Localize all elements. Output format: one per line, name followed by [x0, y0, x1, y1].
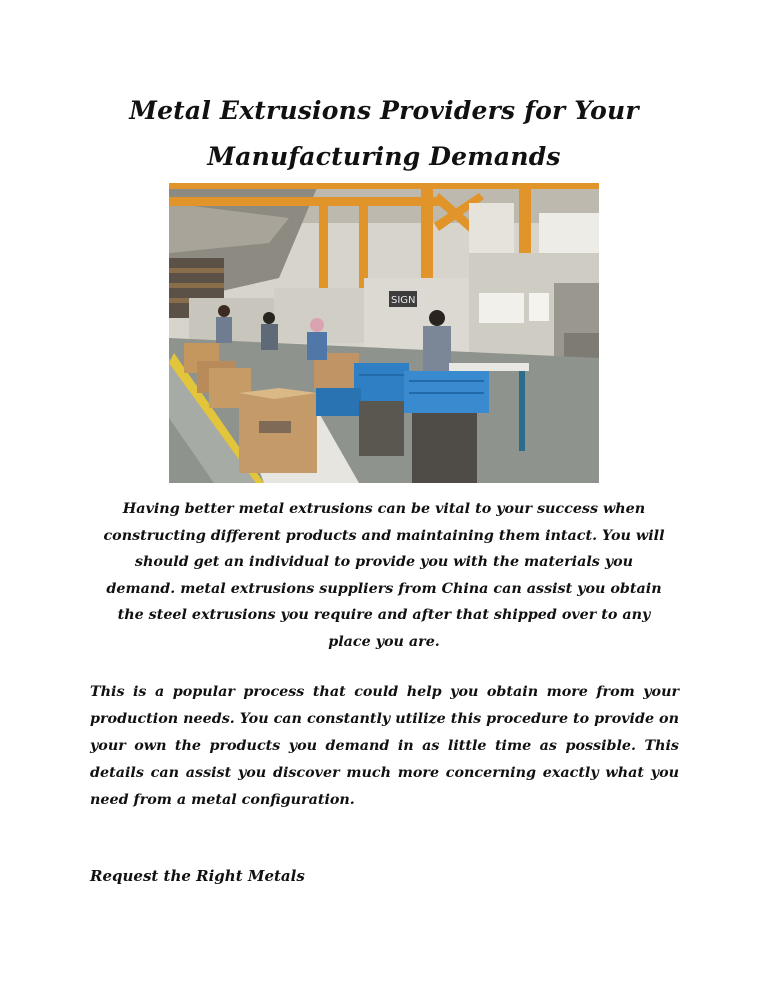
- body-paragraph: This is a popular process that could help you obtain more from your production needs. You can constantly utilize this procedure to provide on your own the products you demand in as little time as possible. This details can assist you discover much more concerning exactly what you need from a metal configuration.: [90, 684, 679, 808]
- machine-label: SIGN: [391, 295, 416, 306]
- factory-photo: [169, 183, 599, 483]
- document-title: Metal Extrusions Providers for Your Manufacturing Demands: [129, 96, 639, 171]
- section-subheading: Request the Right Metals: [90, 867, 305, 885]
- intro-paragraph: Having better metal extrusions can be vital to your success when constructing different products and maintaining them intact. You will should get an individual to provide you with the materials you demand. metal extrusions suppliers from China can assist you obtain the steel extrusions you require and after that shipped over to any place you are.: [103, 501, 665, 650]
